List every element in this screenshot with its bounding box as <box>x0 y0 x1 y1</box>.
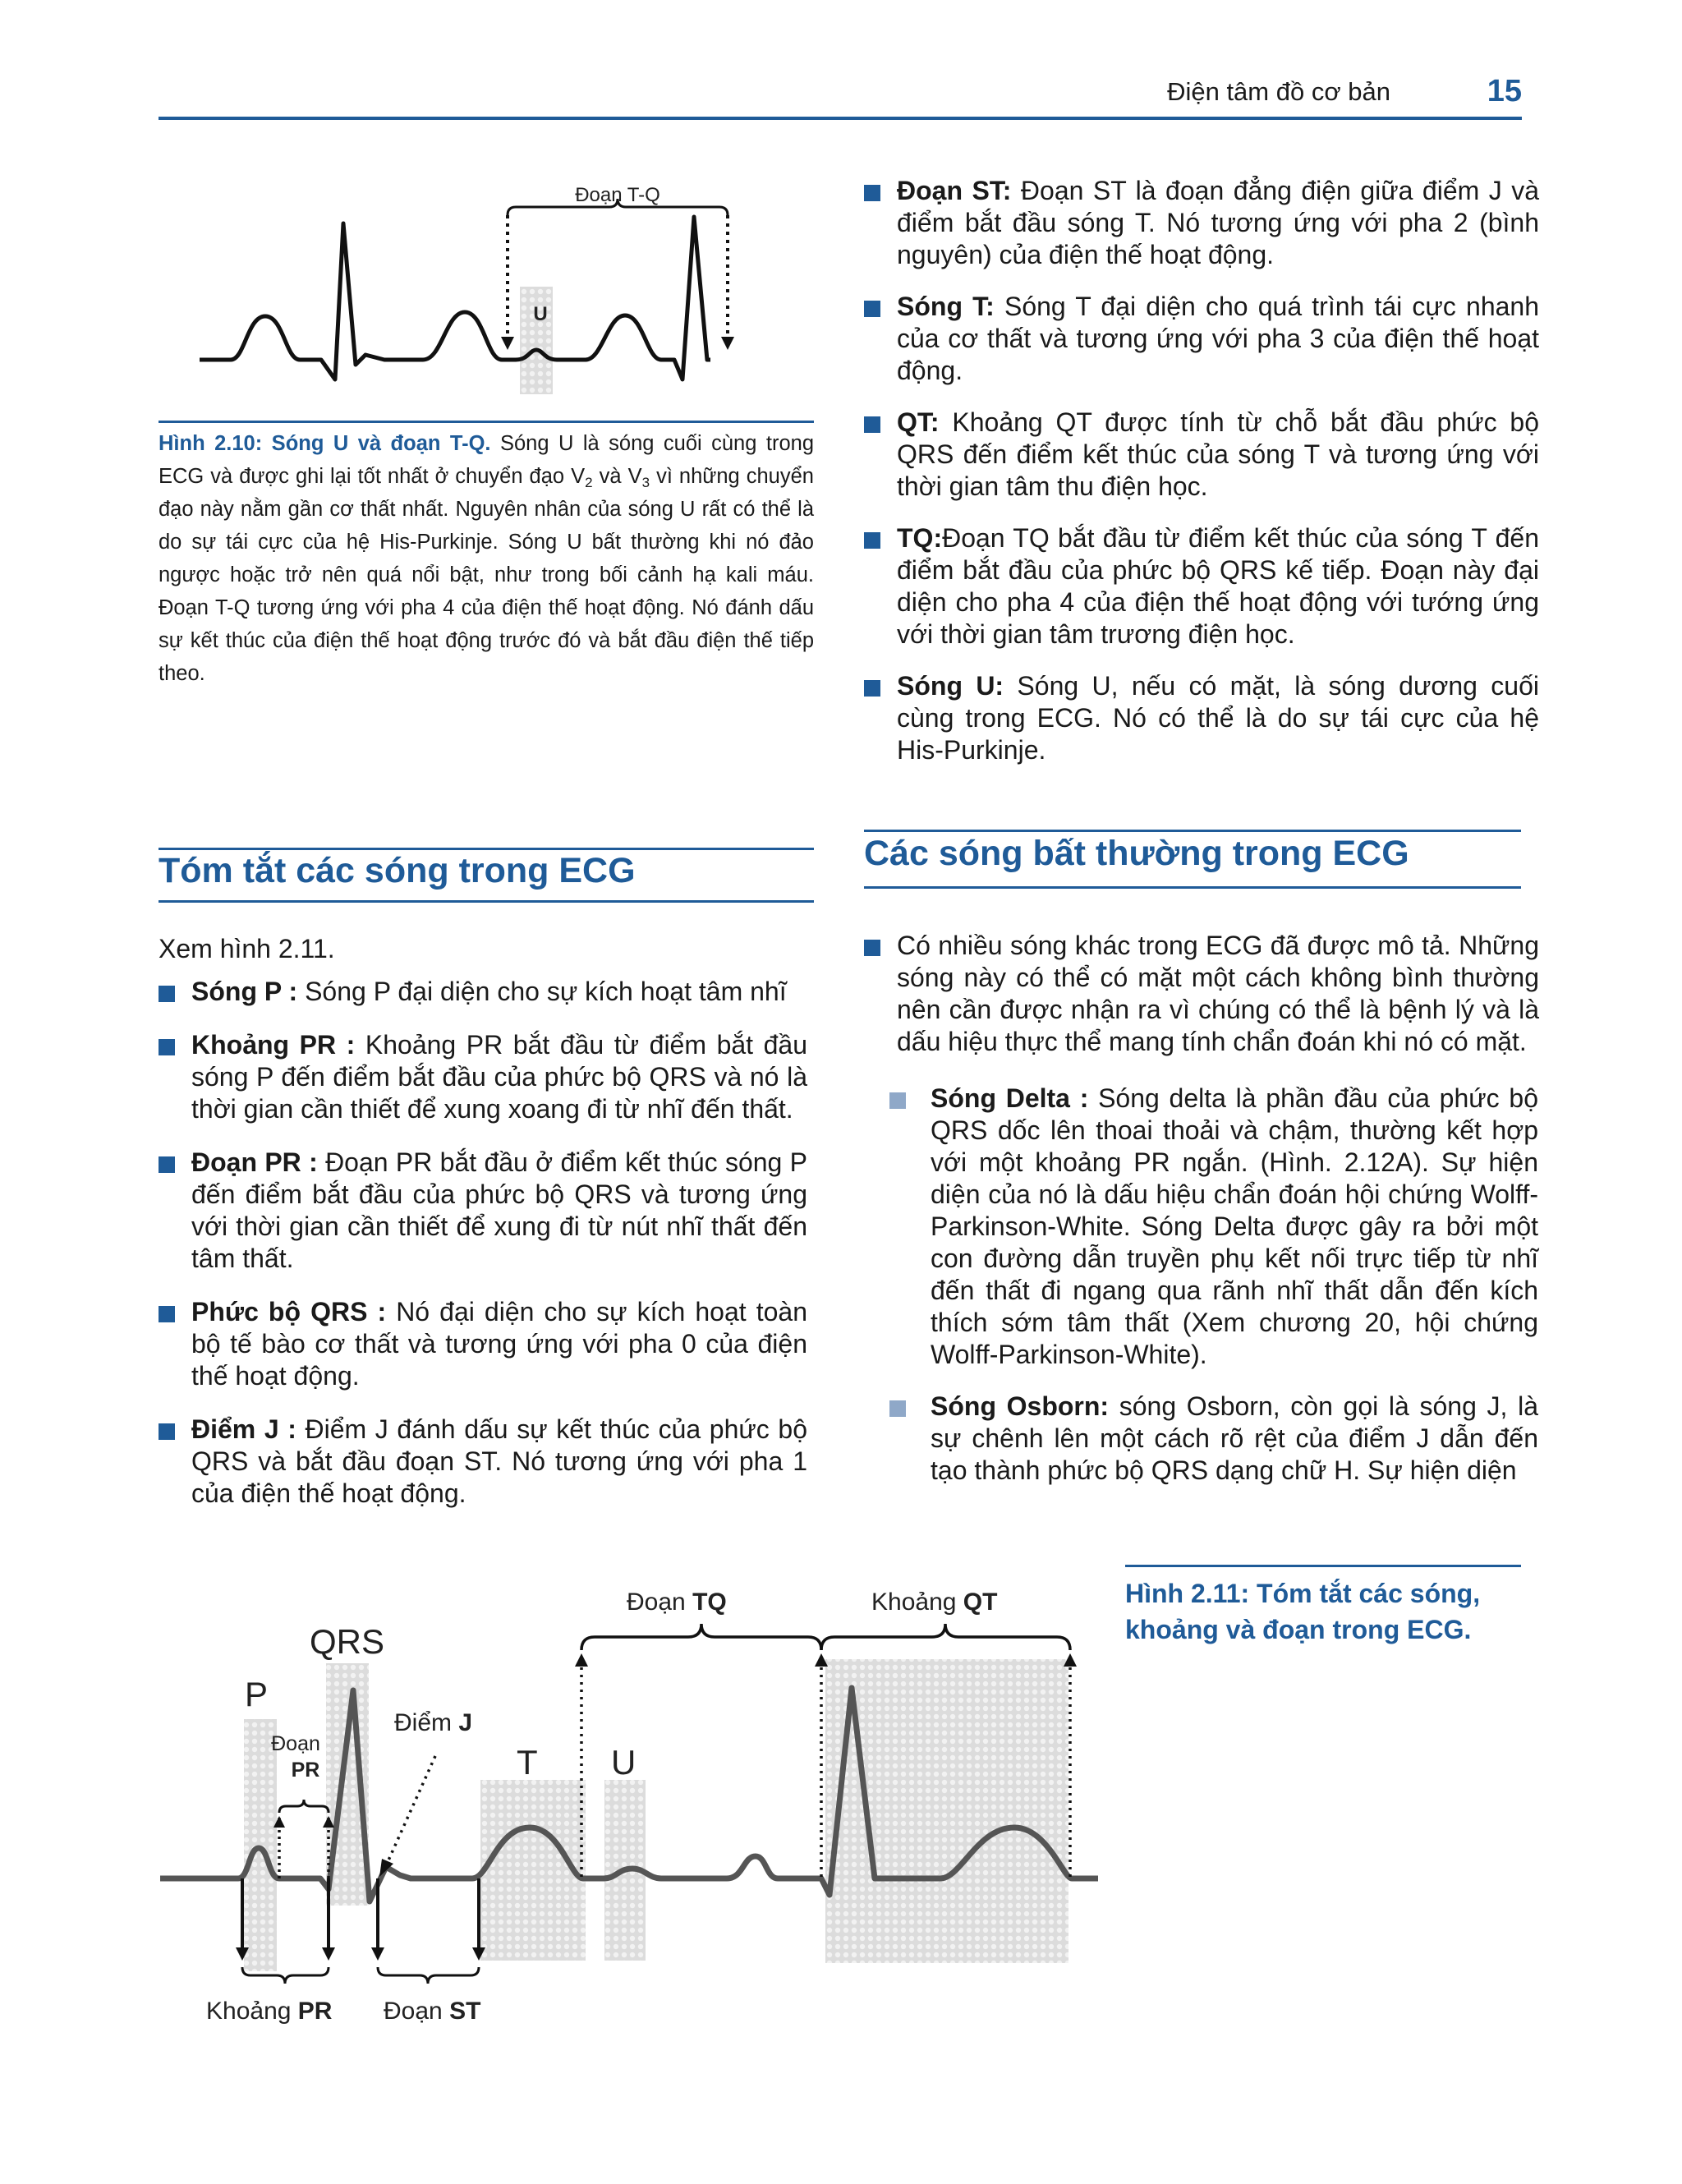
term: Phức bộ QRS : <box>191 1297 387 1326</box>
header-rule <box>159 117 1522 120</box>
list-item-pr-interval <box>159 1029 807 1125</box>
figure-2-10-ecg <box>159 164 816 411</box>
definition: Sóng delta là phần đầu của phức bộ QRS dốc lên thoai thoải và chậm, thường kết hợp với một khoảng PR ngắn. (Hình. 2.12A). Sự hiện diện của nó là dấu hiệu chẩn đoán hội chứng Wolff-Parkinson-White. Sóng Delta được gây ra bởi một con đường dẫn truyền phụ kết nối trực tiếp từ nhĩ đến thất đi ngang qua rãnh nhĩ thất dẫn đến kích thích sớm tâm thất (Xem chương 20, hội chứng Wolff-Parkinson-White). <box>931 1083 1539 1369</box>
caption-text: Sóng U là sóng cuối cùng trong ECG và được ghi lại tốt nhất ở chuyển đạo V <box>159 432 815 488</box>
bullet-icon <box>864 940 880 956</box>
abnormal-intro-list <box>864 930 1539 1058</box>
term: Sóng P : <box>191 977 298 1006</box>
bullet-icon <box>864 185 880 201</box>
bullet-icon <box>159 1306 175 1322</box>
pr-segment-label: Đoạn <box>271 1732 320 1755</box>
page-number: 15 <box>1487 74 1522 108</box>
section-title-abnormal: Các sóng bất thường trong ECG <box>864 834 1409 873</box>
summary-list <box>159 976 807 1531</box>
running-header-title: Điện tâm đồ cơ bản <box>1167 77 1390 106</box>
tq-end-arrow <box>721 337 734 350</box>
definition: Sóng T đại diện cho quá trình tái cực nhanh của cơ thất và tương ứng với pha 3 của điện thế hoạt động. <box>897 292 1540 385</box>
term: Sóng T: <box>897 292 995 321</box>
term: Khoảng PR : <box>191 1030 356 1060</box>
st-segment-arrow <box>371 1947 384 1961</box>
ecg-trace <box>200 217 710 379</box>
u-wave-label: U <box>533 303 548 325</box>
caption-2-11-rule <box>1125 1565 1521 1567</box>
bullet-icon <box>159 1423 175 1440</box>
list-item-tq <box>864 522 1539 651</box>
list-item-abnormal-intro <box>864 930 1539 1058</box>
section-title-summary: Tóm tắt các sóng trong ECG <box>159 851 636 890</box>
qrs-label: QRS <box>310 1622 385 1661</box>
u-wave-label: U <box>611 1743 636 1782</box>
caption-subscript: 3 <box>641 475 650 490</box>
list-item-qt <box>864 407 1539 503</box>
bullet-icon <box>889 1400 906 1417</box>
section-rule-top <box>864 830 1521 832</box>
p-wave-highlight <box>244 1719 277 1971</box>
definition: Khoảng QT được tính từ chỗ bắt đầu phức bộ QRS đến điểm kết thúc của sóng T và tương ứng với thời gian tâm thu điện học. <box>897 407 1539 501</box>
section-rule-bottom <box>864 886 1521 889</box>
term: QT: <box>897 407 940 437</box>
bullet-icon <box>159 1039 175 1055</box>
tq-start-arrow <box>575 1653 588 1667</box>
p-wave-label: P <box>245 1675 269 1713</box>
tq-segment-label: Đoạn TQ <box>627 1589 727 1616</box>
qt-interval-label: Khoảng QT <box>871 1589 998 1616</box>
paragraph: Có nhiều sóng khác trong ECG đã được mô tả. Những sóng này có thể có mặt một cách không bình thường nên cần được nhận ra vì chúng có thể là bệnh lý và là dấu hiệu thực thể mang tính chẩn đoán khi nó có mặt. <box>897 931 1539 1056</box>
tq-bracket <box>581 1624 821 1650</box>
list-item-t-wave <box>864 291 1539 387</box>
bullet-icon <box>864 532 880 549</box>
list-item-p-wave <box>159 976 807 1008</box>
st-segment-bracket <box>378 1967 479 1984</box>
bullet-icon <box>159 1156 175 1173</box>
term: Đoạn PR : <box>191 1147 318 1177</box>
wave-definitions-list <box>864 175 1539 786</box>
caption-subscript: 2 <box>585 475 593 490</box>
section-rule-bottom <box>159 900 814 903</box>
definition: Đoạn TQ bắt đầu từ điểm kết thúc của sóng T đến điểm bắt đầu của phức bộ QRS kế tiếp. Đoạn này đại diện cho pha 4 của điện thế hoạt động với tướng ứng với thời gian tâm trương điện học. <box>897 523 1539 649</box>
term: Sóng U: <box>897 671 1004 701</box>
tq-start-arrow <box>501 337 514 350</box>
pr-segment-label-bold: PR <box>291 1759 320 1782</box>
list-item-st-segment <box>864 175 1539 271</box>
definition: Nó đại diện cho sự kích hoạt toàn bộ tế bào cơ thất và tương ứng với pha 0 của điện thế hoạt động. <box>191 1297 808 1391</box>
bullet-icon <box>159 986 175 1002</box>
list-item-pr-segment <box>159 1147 807 1275</box>
list-item-delta-wave <box>889 1083 1538 1371</box>
definition: Sóng P đại diện cho sự kích hoạt tâm nhĩ <box>297 977 787 1006</box>
definition: Khoảng PR bắt đầu từ điểm bắt đầu sóng P đến điểm bắt đầu của phức bộ QRS và nó là thời gian cần thiết để xung xoang đi từ nhĩ đến thất. <box>191 1030 808 1124</box>
section-rule-top <box>159 848 814 850</box>
caption-text: và V <box>592 465 642 488</box>
caption-label: Hình 2.10: Sóng U và đoạn T-Q. <box>159 432 491 455</box>
bullet-icon <box>864 301 880 317</box>
term: Đoạn ST: <box>897 176 1012 205</box>
definition: Đoạn PR bắt đầu ở điểm kết thúc sóng P đến điểm bắt đầu của phức bộ QRS và tương ứng với thời gian cần thiết để xung đi từ nút nhĩ thất đến tâm thất. <box>191 1147 808 1273</box>
figure-2-11-ecg-summary <box>152 1556 1109 2049</box>
summary-intro: Xem hình 2.11. <box>159 934 335 963</box>
definition: Đoạn ST là đoạn đẳng điện giữa điểm J và điểm bắt đầu sóng T. Nó tương ứng với pha 2 (bình nguyên) của điện thế hoạt động. <box>897 176 1540 269</box>
caption-2-10-rule <box>159 421 814 423</box>
term: TQ: <box>897 523 943 553</box>
list-item-qrs-complex <box>159 1296 807 1392</box>
list-item-j-point <box>159 1414 807 1510</box>
abnormal-waves-list <box>889 1083 1538 1506</box>
tq-bracket-label: Đoạn T-Q <box>575 184 660 206</box>
j-point-label: Điểm J <box>394 1709 473 1736</box>
term: Điểm J : <box>191 1414 296 1444</box>
figure-2-10-caption <box>159 427 814 690</box>
bullet-icon <box>889 1092 906 1109</box>
definition: Sóng U, nếu có mặt, là sóng dương cuối cùng trong ECG. Nó có thể là do sự tái cực của hệ His-Purkinje. <box>897 671 1540 765</box>
figure-2-11-caption: Hình 2.11: Tóm tắt các sóng, khoảng và đoạn trong ECG. <box>1125 1579 1481 1644</box>
definition: sóng Osborn, còn gọi là sóng J, là sự chênh lên một cách rõ rệt của điểm J dẫn đến tạo thành phức bộ QRS dạng chữ H. Sự hiện diện <box>931 1391 1539 1485</box>
j-point-pointer <box>388 1756 435 1862</box>
bullet-icon <box>864 416 880 433</box>
term: Sóng Osborn: <box>931 1391 1110 1421</box>
bullet-icon <box>864 680 880 697</box>
term: Sóng Delta : <box>931 1083 1089 1113</box>
st-segment-label: Đoạn ST <box>384 1998 481 2025</box>
definition: Điểm J đánh dấu sự kết thúc của phức bộ QRS và bắt đầu đoạn ST. Nó tương ứng với pha 1 của điện thế hoạt động. <box>191 1414 808 1508</box>
caption-text: vì những chuyển đạo này nằm gần cơ thất nhất. Nguyên nhân của sóng U rất có thể là do sự tái cực của hệ His-Purkinje. Sóng U bất thường khi nó đảo ngược hoặc trở nên quá nổi bật, như trong bối cảnh hạ kali máu. Đoạn T-Q tương ứng với pha 4 của điện thế hoạt động. Nó đánh dấu sự kết thúc của điện thế hoạt động trước đó và bắt đầu điện thế tiếp theo. <box>159 465 814 685</box>
pr-segment-bracket <box>279 1800 329 1813</box>
qt-interval-highlight <box>825 1659 1068 1963</box>
pr-interval-arrow <box>322 1947 335 1961</box>
list-item-u-wave <box>864 670 1539 766</box>
qt-bracket <box>821 1624 1070 1650</box>
t-wave-highlight <box>480 1780 586 1961</box>
t-wave-label: T <box>517 1743 538 1782</box>
pr-interval-label: Khoảng PR <box>206 1998 333 2025</box>
list-item-osborn-wave <box>889 1391 1538 1487</box>
